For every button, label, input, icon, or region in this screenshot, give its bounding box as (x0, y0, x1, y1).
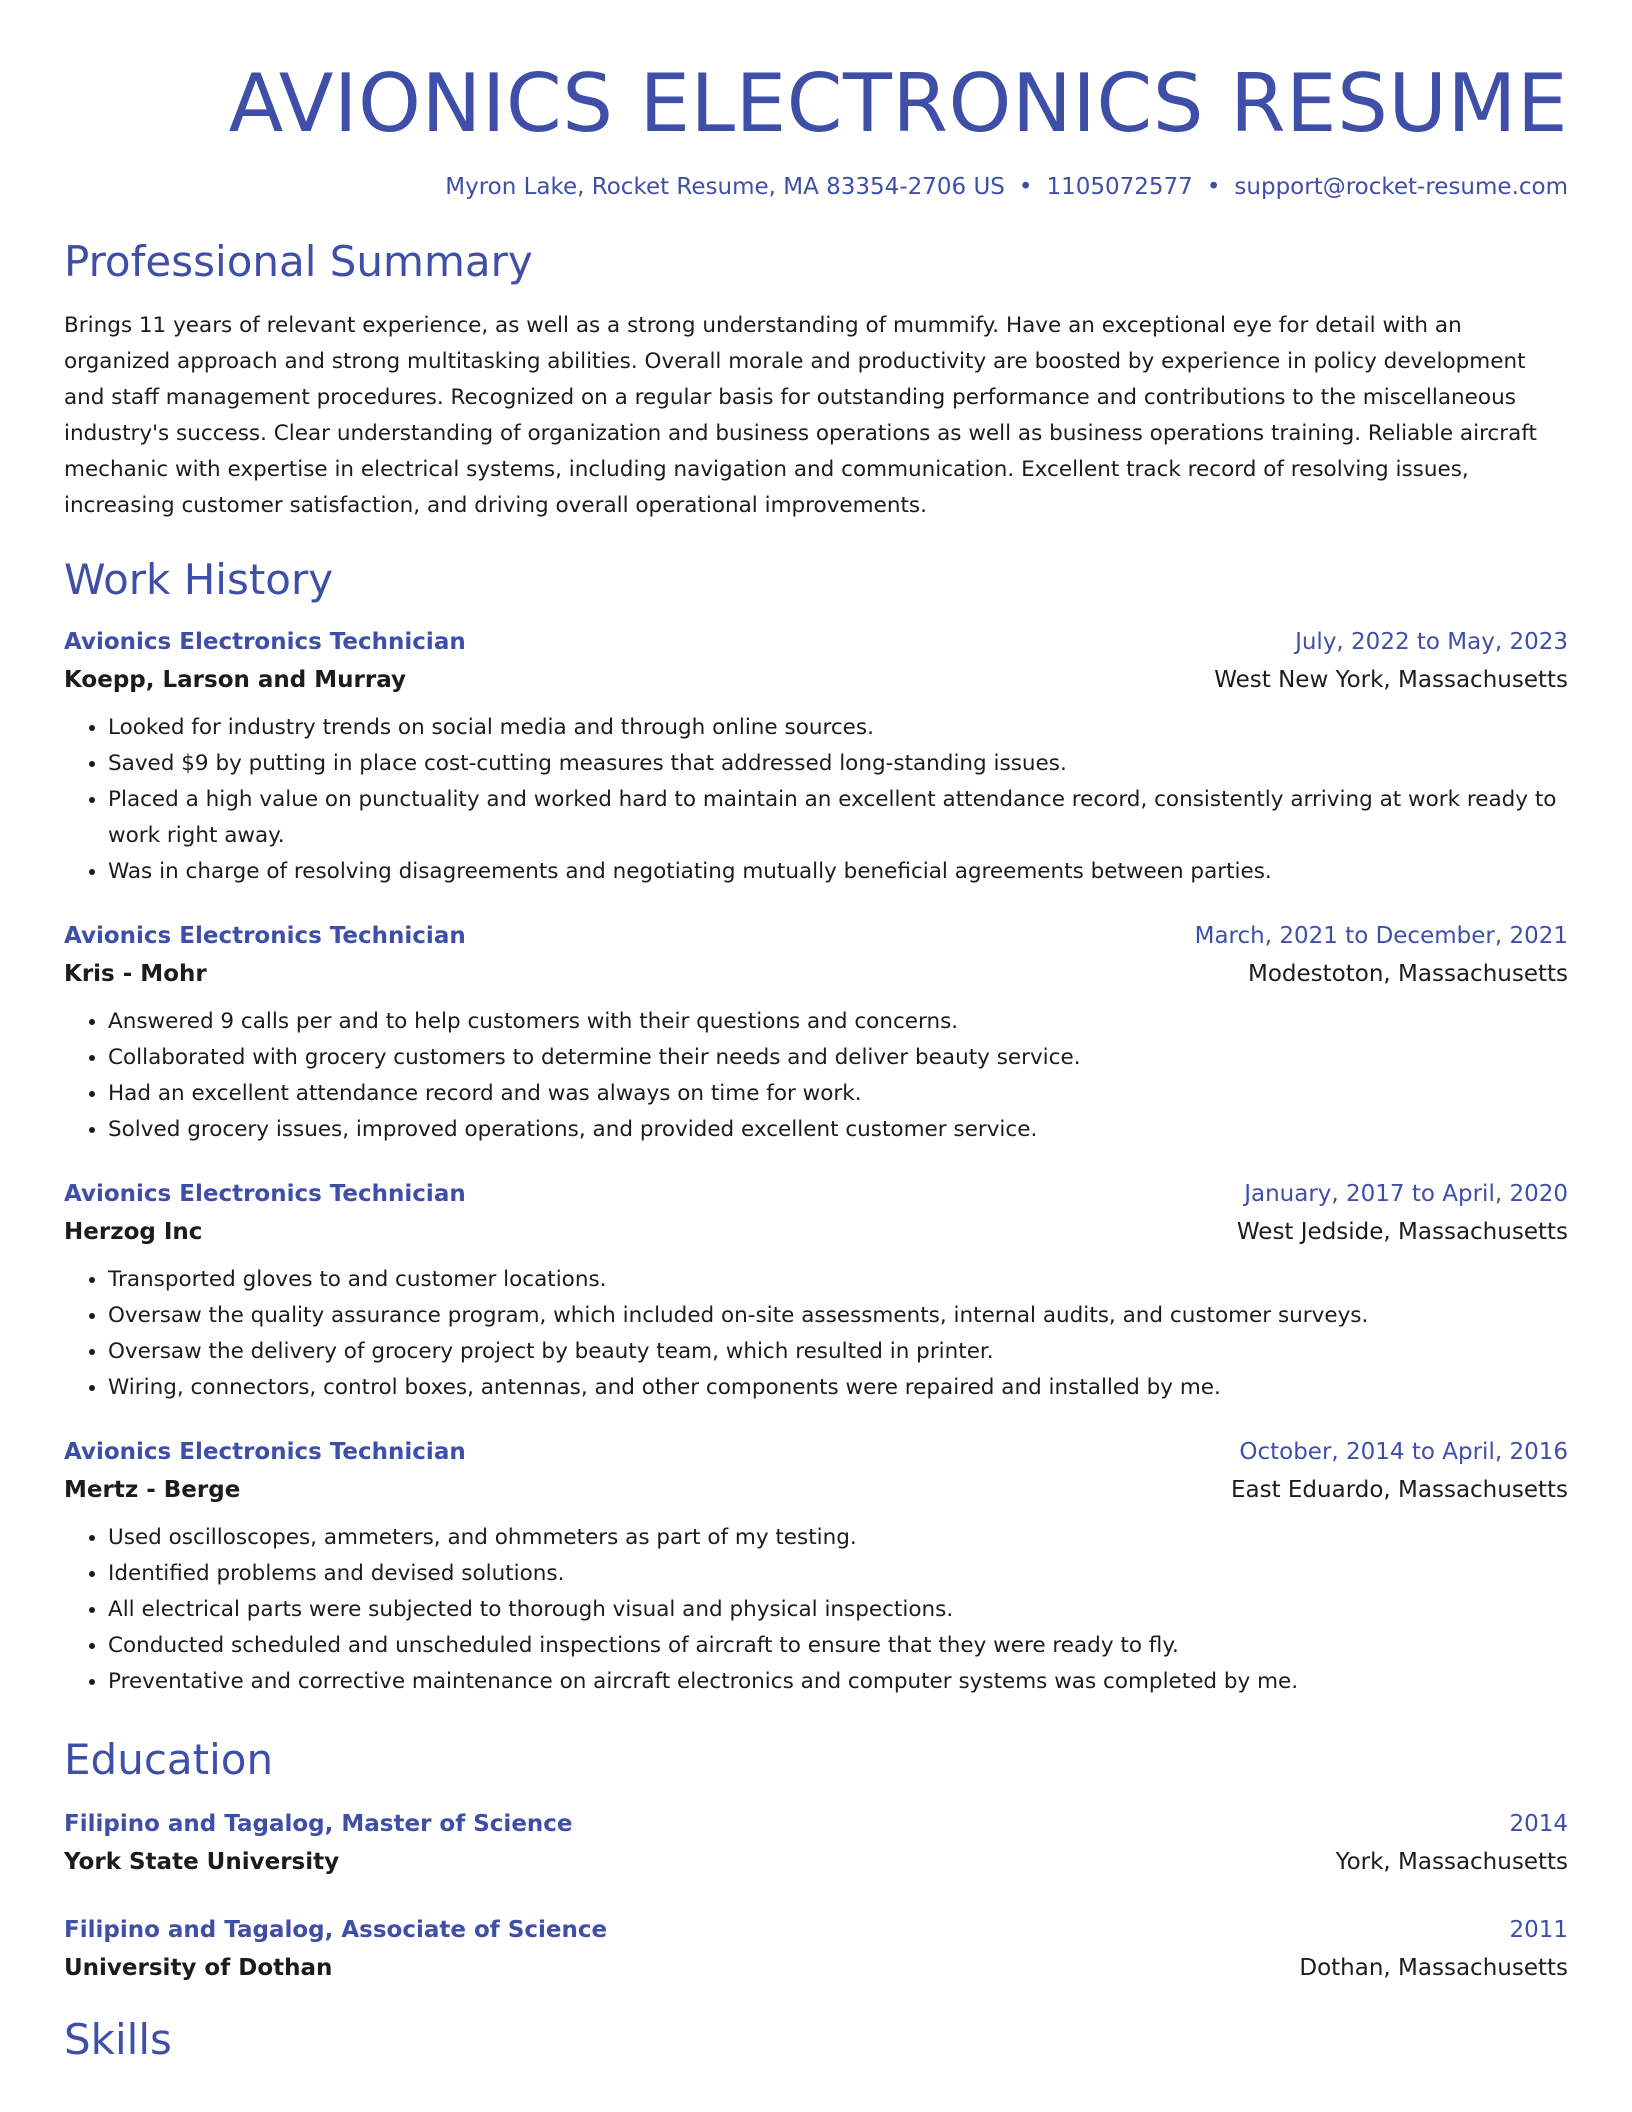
work-history-heading: Work History (64, 555, 334, 604)
education-school: York State University (64, 1849, 340, 1875)
education-heading: Education (64, 1735, 274, 1784)
job-title: Avionics Electronics Technician (64, 923, 466, 949)
job-dates: October, 2014 to April, 2016 (1239, 1439, 1568, 1465)
job-company: Kris - Mohr (64, 961, 207, 987)
job-bullet: • Saved $9 by putting in place cost-cutting measures that addressed long-standing issues. (108, 746, 1568, 782)
job-location: Modestoton, Massachusetts (1248, 961, 1568, 987)
job-dates: January, 2017 to April, 2020 (1244, 1181, 1568, 1207)
education-degree: Filipino and Tagalog, Associate of Science (64, 1917, 608, 1943)
job-bullet: • Oversaw the delivery of grocery project by beauty team, which resulted in printer. (108, 1334, 1568, 1370)
job-location: West Jedside, Massachusetts (1236, 1219, 1568, 1245)
job-bullet: • Identified problems and devised solutions. (108, 1556, 1568, 1592)
job-entry (64, 626, 1568, 890)
job-bullets (64, 1004, 1568, 1148)
job-title: Avionics Electronics Technician (64, 629, 466, 655)
job-bullet: • Collaborated with grocery customers to determine their needs and deliver beauty service. (108, 1040, 1568, 1076)
job-bullets (64, 710, 1568, 890)
summary-heading: Professional Summary (64, 237, 533, 286)
job-bullet: • Answered 9 calls per and to help customers with their questions and concerns. (108, 1004, 1568, 1040)
job-dates: March, 2021 to December, 2021 (1194, 923, 1568, 949)
job-location: West New York, Massachusetts (1214, 667, 1568, 693)
contact-separator: • (1206, 174, 1221, 200)
job-location: East Eduardo, Massachusetts (1230, 1477, 1568, 1503)
job-entry (64, 1178, 1568, 1406)
contact-phone: 1105072577 (1046, 174, 1193, 200)
job-bullet: • Solved grocery issues, improved operations, and provided excellent customer service. (108, 1112, 1568, 1148)
job-title: Avionics Electronics Technician (64, 1181, 466, 1207)
education-year: 2011 (1509, 1917, 1568, 1943)
job-bullet: • Placed a high value on punctuality and worked hard to maintain an excellent attendance record, consistently arriving at work ready to work right away. (108, 782, 1568, 854)
education-year: 2014 (1509, 1811, 1568, 1837)
job-bullets (64, 1262, 1568, 1406)
contact-line (64, 172, 1568, 202)
education-school: University of Dothan (64, 1955, 333, 1981)
job-bullet: • Wiring, connectors, control boxes, antennas, and other components were repaired and installed by me. (108, 1370, 1568, 1406)
contact-separator: • (1018, 174, 1033, 200)
job-bullet: • Oversaw the quality assurance program, which included on-site assessments, internal audits, and customer surveys. (108, 1298, 1568, 1334)
job-company: Mertz - Berge (64, 1477, 241, 1503)
contact-email[interactable]: support@rocket-resume.com (1234, 174, 1568, 200)
education-entry (64, 1808, 1568, 1878)
job-bullet: • All electrical parts were subjected to thorough visual and physical inspections. (108, 1592, 1568, 1628)
job-title: Avionics Electronics Technician (64, 1439, 466, 1465)
education-location: York, Massachusetts (1335, 1849, 1568, 1875)
job-bullet: • Was in charge of resolving disagreements and negotiating mutually beneficial agreements between parties. (108, 854, 1568, 890)
job-bullet: • Transported gloves to and customer locations. (108, 1262, 1568, 1298)
job-entry (64, 920, 1568, 1148)
job-company: Herzog Inc (64, 1219, 203, 1245)
job-bullet: • Had an excellent attendance record and was always on time for work. (108, 1076, 1568, 1112)
contact-address: Myron Lake, Rocket Resume, MA 83354-2706 US (445, 174, 1005, 200)
job-bullets (64, 1520, 1568, 1700)
job-bullet: • Looked for industry trends on social media and through online sources. (108, 710, 1568, 746)
job-dates: July, 2022 to May, 2023 (1295, 629, 1568, 655)
job-bullet: • Preventative and corrective maintenance on aircraft electronics and computer systems was completed by me. (108, 1664, 1568, 1700)
job-bullet: • Used oscilloscopes, ammeters, and ohmmeters as part of my testing. (108, 1520, 1568, 1556)
education-degree: Filipino and Tagalog, Master of Science (64, 1811, 573, 1837)
skills-heading: Skills (64, 2015, 172, 2064)
resume-title: AVIONICS ELECTRONICS RESUME (228, 57, 1568, 150)
education-location: Dothan, Massachusetts (1299, 1955, 1568, 1981)
summary-text: Brings 11 years of relevant experience, as well as a strong understanding of mummify. Have an exceptional eye for detail with an organized approach and strong multitasking abilities. Overall morale and productivity are boosted by experience in policy development and staff management procedures. Recognized on a regular basis for outstanding performance and contributions to the miscellaneous industry's success. Clear understanding of organization and business operations as well as business operations training. Reliable aircraft mechanic with expertise in electrical systems, including navigation and communication. Excellent track record of resolving issues, increasing customer satisfaction, and driving overall operational improvements. (64, 313, 1537, 518)
job-bullet: • Conducted scheduled and unscheduled inspections of aircraft to ensure that they were ready to fly. (108, 1628, 1568, 1664)
job-company: Koepp, Larson and Murray (64, 667, 407, 693)
job-entry (64, 1436, 1568, 1700)
education-entry (64, 1914, 1568, 1984)
